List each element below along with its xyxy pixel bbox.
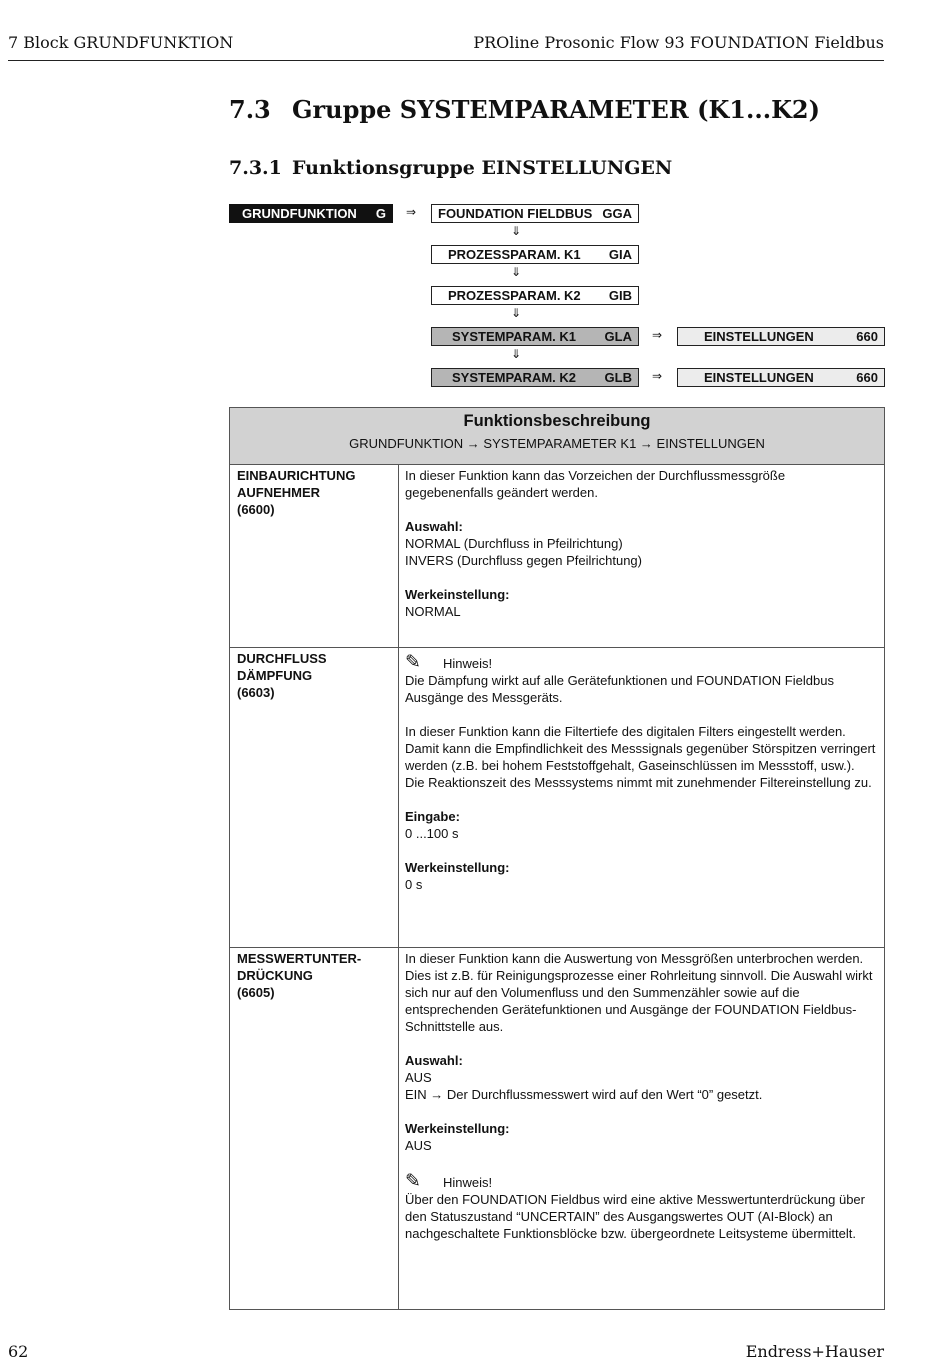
function-description [405, 467, 876, 620]
description-text: In dieser Funktion kann das Vorzeichen der Durchflussmessgröße gegebenenfalls geändert werden. [405, 468, 786, 500]
section-number: 7.3 [229, 95, 271, 124]
description-text: In dieser Funktion kann die Filtertiefe des digitalen Filters eingestellt werden. Damit kann die Empfindlichkeit des Messsignals gegenüber Störspitzen verringert werden (z.B. bei hohem Feststoffgehalt, Gaseinschlüssen im Messstoff, usw.). Die Reaktionszeit des Messsystems nimmt mit zunehmender Filtereinstellung zu. [405, 724, 876, 790]
function-label [237, 650, 387, 701]
group-foundation-fieldbus [431, 204, 639, 223]
input-range: 0 ...100 s [405, 826, 459, 841]
down-arrow-icon: ⇓ [511, 265, 522, 279]
subgroup-code: 660 [856, 370, 878, 385]
option-item: INVERS (Durchfluss gegen Pfeilrichtung) [405, 553, 642, 568]
right-arrow-icon: ⇒ [652, 328, 663, 342]
function-code: (6603) [237, 685, 275, 700]
note-text: Über den FOUNDATION Fieldbus wird eine aktive Messwertunterdrückung über den Statuszustand “UNCERTAIN” des Ausgangswertes OUT (AI-Block) an nachgeschaltete Funktionsblöcke bzw. übergeordnete Leitsysteme übermittelt. [405, 1192, 865, 1241]
group-label: SYSTEMPARAM. K2 [452, 370, 576, 385]
group-label: PROZESSPARAM. K2 [448, 288, 581, 303]
group-label: FOUNDATION FIELDBUS [438, 206, 593, 221]
group-prozessparam-k2 [431, 286, 639, 305]
group-label: PROZESSPARAM. K1 [448, 247, 581, 262]
subgroup-code: 660 [856, 329, 878, 344]
subgroup-einstellungen-k1 [677, 327, 885, 346]
subsection-heading [229, 157, 672, 179]
group-code: GGA [602, 206, 632, 221]
group-code: GLA [604, 329, 632, 344]
function-description [405, 950, 876, 1242]
note-heading [405, 1171, 876, 1191]
note-heading [405, 652, 876, 672]
function-label [237, 467, 387, 518]
right-arrow-icon: ⇒ [652, 369, 663, 383]
subgroup-label: EINSTELLUNGEN [704, 370, 814, 385]
pencil-note-icon: ✎ [405, 651, 421, 673]
function-name-line: AUFNEHMER [237, 485, 321, 500]
table-row [230, 464, 884, 648]
page-footer [8, 1340, 884, 1362]
section-heading [229, 95, 820, 124]
subsection-title: Funktionsgruppe EINSTELLUNGEN [292, 157, 673, 179]
function-name-line: EINBAURICHTUNG [237, 468, 356, 483]
section-title: Gruppe SYSTEMPARAMETER (K1...K2) [292, 95, 820, 124]
down-arrow-icon: ⇓ [511, 224, 522, 238]
block-label: GRUNDFUNKTION [242, 206, 357, 221]
table-path: GRUNDFUNKTION → SYSTEMPARAMETER K1 → EINSTELLUNGEN [349, 436, 765, 451]
block-grundfunktion [229, 204, 393, 223]
page-header [8, 30, 884, 61]
down-arrow-icon: ⇓ [511, 347, 522, 361]
input-label: Eingabe: [405, 809, 460, 824]
table-row [230, 947, 884, 1309]
group-systemparam-k2 [431, 368, 639, 387]
option-item: AUS [405, 1070, 432, 1085]
group-code: GLB [604, 370, 632, 385]
table-title: Funktionsbeschreibung [463, 412, 651, 430]
group-code: GIA [608, 247, 632, 262]
table-header [230, 408, 884, 465]
group-label: SYSTEMPARAM. K1 [452, 329, 576, 344]
function-label [237, 950, 387, 1001]
table-row [230, 647, 884, 948]
subgroup-einstellungen-k2 [677, 368, 885, 387]
default-value: AUS [405, 1138, 432, 1153]
note-label: Hinweis! [443, 1175, 493, 1190]
function-description-table [229, 407, 885, 1310]
product-title: PROline Prosonic Flow 93 FOUNDATION Fieldbus [473, 33, 884, 52]
function-description [405, 650, 876, 893]
block-code: G [375, 206, 386, 221]
function-name-line: DRÜCKUNG [237, 968, 313, 983]
note-label: Hinweis! [443, 656, 493, 671]
chapter-title: 7 Block GRUNDFUNKTION [8, 33, 234, 52]
group-systemparam-k1 [431, 327, 639, 346]
page-number: 62 [8, 1342, 29, 1361]
default-value: 0 s [405, 877, 423, 892]
selection-label: Auswahl: [405, 1053, 463, 1068]
option-item: NORMAL (Durchfluss in Pfeilrichtung) [405, 536, 623, 551]
description-text: In dieser Funktion kann die Auswertung von Messgrößen unterbrochen werden. Dies ist z.B. für Reinigungsprozesse einer Rohrleitung sinnvoll. Die Auswahl wirkt sich nur auf den Volumenfluss und den Summenzähler sowie auf die entsprechenden Gerätefunktionen und Ausgänge der FOUNDATION Fieldbus-Schnittstelle aus. [405, 951, 873, 1034]
subsection-number: 7.3.1 [229, 157, 282, 179]
default-value: NORMAL [405, 604, 461, 619]
function-name-line: DÄMPFUNG [237, 668, 313, 683]
brand-name: Endress+Hauser [745, 1342, 884, 1361]
note-text: Die Dämpfung wirkt auf alle Gerätefunktionen und FOUNDATION Fieldbus Ausgänge des Messgeräts. [405, 673, 834, 705]
function-name-line: DURCHFLUSS [237, 651, 327, 666]
option-item: EIN → Der Durchflussmesswert wird auf den Wert “0” gesetzt. [405, 1087, 763, 1102]
function-code: (6600) [237, 502, 275, 517]
group-code: GIB [608, 288, 632, 303]
default-label: Werkeinstellung: [405, 1121, 510, 1136]
group-prozessparam-k1 [431, 245, 639, 264]
function-name-line: MESSWERTUNTER- [237, 951, 362, 966]
default-label: Werkeinstellung: [405, 587, 510, 602]
right-arrow-icon: ⇒ [406, 205, 417, 219]
down-arrow-icon: ⇓ [511, 306, 522, 320]
selection-label: Auswahl: [405, 519, 463, 534]
function-code: (6605) [237, 985, 275, 1000]
subgroup-label: EINSTELLUNGEN [704, 329, 814, 344]
default-label: Werkeinstellung: [405, 860, 510, 875]
pencil-note-icon: ✎ [405, 1170, 421, 1192]
